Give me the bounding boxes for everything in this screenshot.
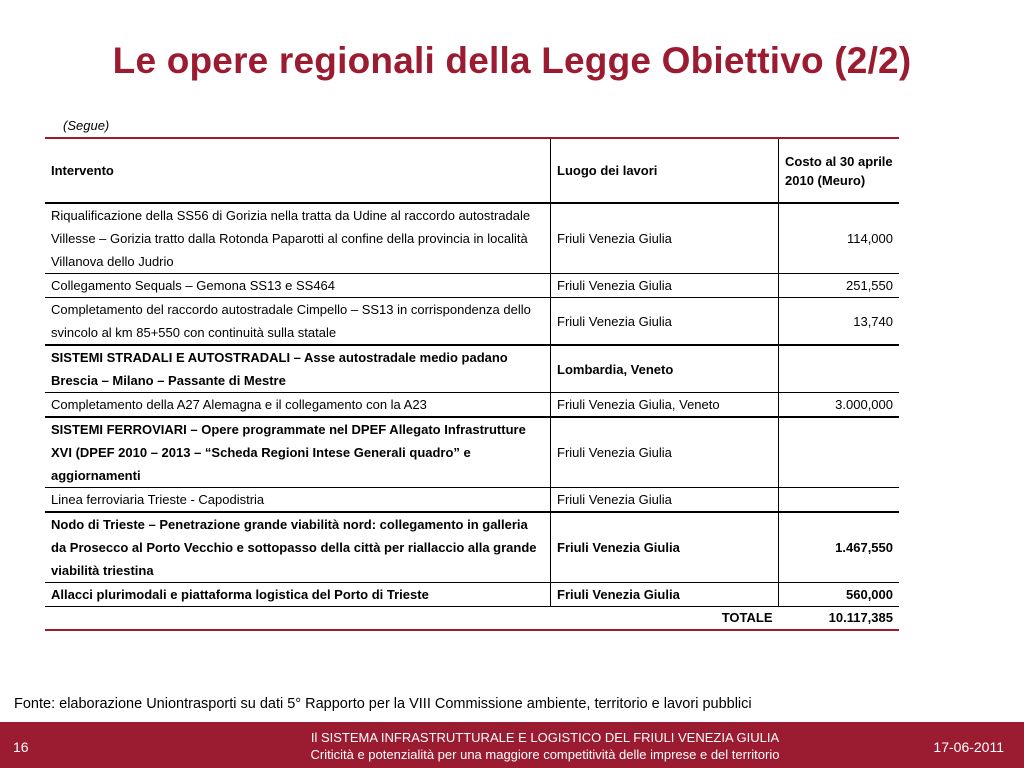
footer-date: 17-06-2011 bbox=[933, 739, 1004, 755]
total-value: 10.117,385 bbox=[779, 607, 900, 631]
footer-line-2: Criticità e potenzialità per una maggiore competitività delle imprese e del territorio bbox=[310, 747, 780, 762]
cell-costo: 3.000,000 bbox=[779, 393, 900, 418]
cell-intervento: Collegamento Sequals – Gemona SS13 e SS464 bbox=[45, 274, 551, 298]
page-number: 16 bbox=[13, 739, 29, 755]
cell-costo: 560,000 bbox=[779, 583, 900, 607]
footer-line-1: Il SISTEMA INFRASTRUTTURALE E LOGISTICO DEL FRIULI VENEZIA GIULIA bbox=[310, 730, 780, 745]
table-row bbox=[45, 417, 899, 488]
table-row bbox=[45, 274, 899, 298]
cell-intervento: Nodo di Trieste – Penetrazione grande viabilità nord: collegamento in galleria da Prosecco al Porto Vecchio e sottopasso della città per riallaccio alla grande viabilità triestina bbox=[45, 512, 551, 583]
cell-costo bbox=[779, 488, 900, 513]
cell-costo bbox=[779, 417, 900, 488]
table-row bbox=[45, 298, 899, 346]
table-row bbox=[45, 345, 899, 393]
header-costo: Costo al 30 aprile 2010 (Meuro) bbox=[779, 138, 900, 203]
cell-luogo: Friuli Venezia Giulia bbox=[551, 274, 779, 298]
cell-luogo: Friuli Venezia Giulia, Veneto bbox=[551, 393, 779, 418]
cell-costo: 1.467,550 bbox=[779, 512, 900, 583]
cell-luogo: Lombardia, Veneto bbox=[551, 345, 779, 393]
cell-intervento: Riqualificazione della SS56 di Gorizia nella tratta da Udine al raccordo autostradale Villesse – Gorizia tratto dalla Rotonda Paparotti al confine della provincia in località Villanova dello Judrio bbox=[45, 203, 551, 274]
cell-intervento: SISTEMI STRADALI E AUTOSTRADALI – Asse autostradale medio padano Brescia – Milano – Passante di Mestre bbox=[45, 345, 551, 393]
cell-intervento: Allacci plurimodali e piattaforma logistica del Porto di Trieste bbox=[45, 583, 551, 607]
cell-luogo: Friuli Venezia Giulia bbox=[551, 583, 779, 607]
cell-luogo: Friuli Venezia Giulia bbox=[551, 298, 779, 346]
cell-costo bbox=[779, 345, 900, 393]
table-header-row bbox=[45, 138, 899, 203]
cell-intervento: Completamento del raccordo autostradale Cimpello – SS13 in corrispondenza dello svincolo al km 85+550 con continuità sulla statale bbox=[45, 298, 551, 346]
table-row bbox=[45, 203, 899, 274]
total-row bbox=[45, 607, 899, 631]
footer-bar bbox=[0, 722, 1024, 768]
cell-luogo: Friuli Venezia Giulia bbox=[551, 512, 779, 583]
cell-luogo: Friuli Venezia Giulia bbox=[551, 417, 779, 488]
table-row bbox=[45, 583, 899, 607]
source-note: Fonte: elaborazione Uniontrasporti su dati 5° Rapporto per la VIII Commissione ambiente, territorio e lavori pubblici bbox=[14, 696, 752, 712]
cell-costo: 13,740 bbox=[779, 298, 900, 346]
cell-intervento: Completamento della A27 Alemagna e il collegamento con la A23 bbox=[45, 393, 551, 418]
table-row bbox=[45, 393, 899, 418]
total-label: TOTALE bbox=[45, 607, 779, 631]
cell-intervento: SISTEMI FERROVIARI – Opere programmate nel DPEF Allegato Infrastrutture XVI (DPEF 2010 – 2013 – “Scheda Regioni Intese Generali quadro” e aggiornamenti bbox=[45, 417, 551, 488]
header-intervento: Intervento bbox=[45, 138, 551, 203]
cell-costo: 114,000 bbox=[779, 203, 900, 274]
slide-title: Le opere regionali della Legge Obiettivo (2/2) bbox=[112, 40, 912, 81]
cell-intervento: Linea ferroviaria Trieste - Capodistria bbox=[45, 488, 551, 513]
footer-caption bbox=[200, 729, 890, 763]
table-row bbox=[45, 488, 899, 513]
cell-luogo: Friuli Venezia Giulia bbox=[551, 488, 779, 513]
cell-luogo: Friuli Venezia Giulia bbox=[551, 203, 779, 274]
header-luogo: Luogo dei lavori bbox=[551, 138, 779, 203]
segue-note: (Segue) bbox=[63, 118, 110, 133]
table-row bbox=[45, 512, 899, 583]
cell-costo: 251,550 bbox=[779, 274, 900, 298]
works-table bbox=[45, 137, 899, 631]
